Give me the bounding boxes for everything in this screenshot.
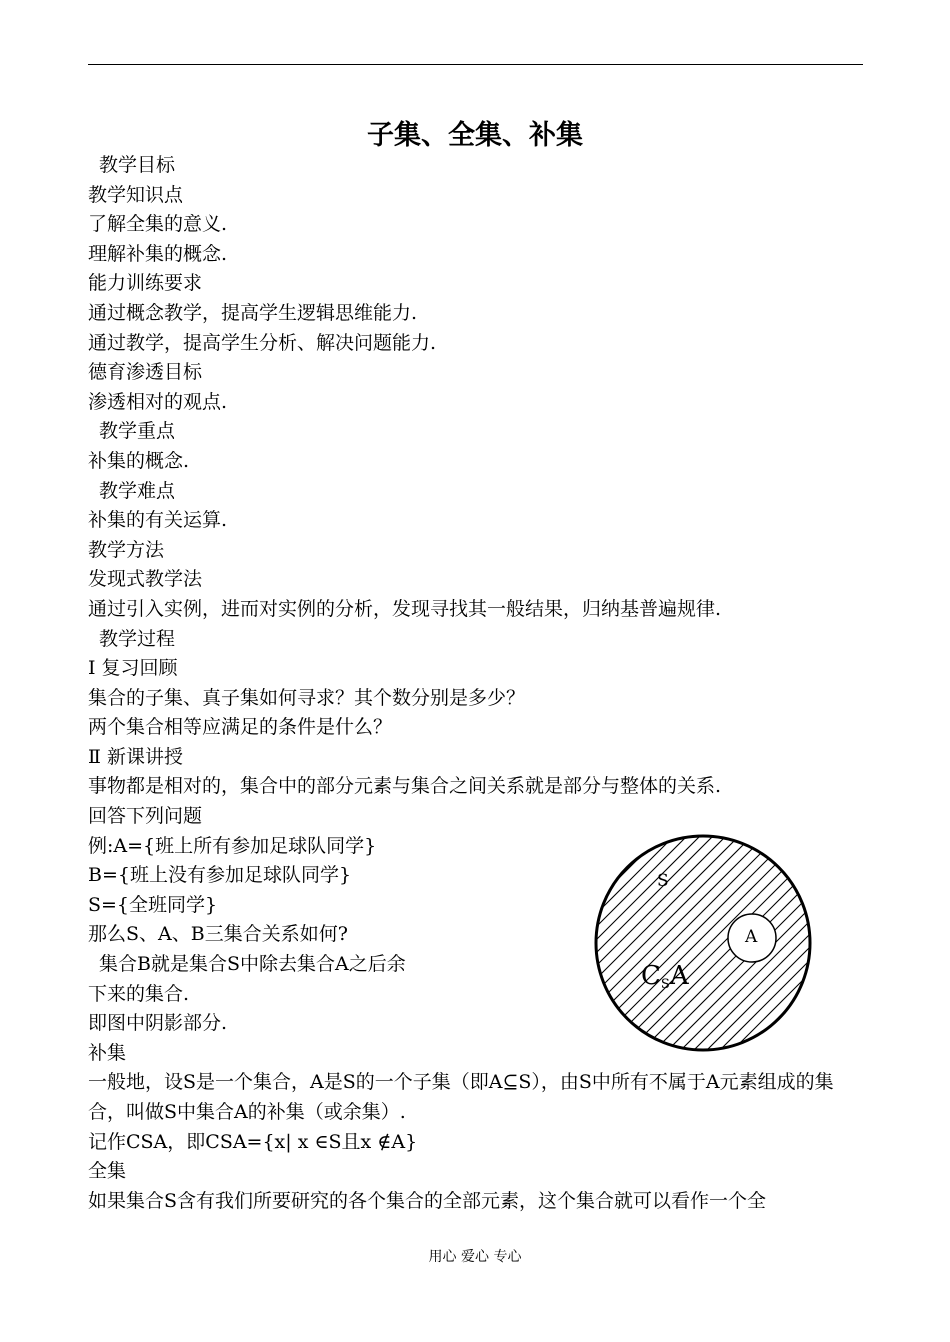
hatch-line: [588, 828, 617, 1058]
text-line: 理解补集的概念.: [88, 242, 228, 265]
text-line: 例:A={班上所有参加足球队同学}: [88, 834, 377, 857]
text-line: 补集的有关运算.: [88, 509, 228, 532]
text-line: 能力训练要求: [88, 272, 203, 295]
hatch-line: [595, 828, 818, 1058]
text-line: 两个集合相等应满足的条件是什么？: [88, 716, 393, 739]
text-line: 渗透相对的观点.: [88, 390, 228, 413]
text-line: 了解全集的意义.: [88, 213, 228, 236]
set-a-label: A: [745, 927, 758, 947]
set-s-label: S: [657, 871, 669, 891]
text-line: 教学知识点: [88, 183, 184, 206]
hatch-line: [588, 828, 695, 1058]
header-rule: [88, 64, 863, 65]
text-line: 事物都是相对的，集合中的部分元素与集合之间关系就是部分与整体的关系.: [88, 775, 722, 798]
text-line: 全集: [88, 1160, 127, 1183]
hatch-line: [588, 828, 630, 1058]
text-line: 教学方法: [88, 538, 165, 561]
text-line: Ⅰ 复习回顾: [88, 657, 178, 680]
text-line: 通过引入实例，进而对实例的分析，发现寻找其一般结果，归纳基普遍规律.: [88, 597, 722, 620]
page-footer: 用心 爱心 专心: [428, 1249, 522, 1265]
hatch-line: [588, 828, 591, 1058]
hatch-line: [588, 828, 656, 1058]
hatch-line: [790, 828, 818, 1058]
hatch-line: [588, 828, 669, 1058]
text-line: 集合的子集、真子集如何寻求？其个数分别是多少？: [88, 686, 526, 709]
text-line: 教学重点: [99, 420, 176, 443]
text-line: 即图中阴影部分.: [88, 1012, 228, 1035]
text-line: 集合B就是集合S中除去集合A之后余: [99, 953, 406, 976]
text-line: 通过教学，提高学生分析、解决问题能力.: [88, 331, 437, 354]
text-line: 通过概念教学，提高学生逻辑思维能力.: [88, 301, 418, 324]
shaded-region: [588, 828, 818, 1058]
text-line: 回答下列问题: [88, 805, 203, 828]
text-line: 一般地，设S是一个集合，A是S的一个子集（即A⊆S），由S中所有不属于A元素组成的集合，叫做S中集合A的补集（或余集）.: [88, 1071, 834, 1123]
text-line: 教学目标: [99, 154, 176, 176]
complement-label: CSA: [641, 961, 689, 992]
hatch-line: [777, 828, 818, 1058]
set-s-circle: [596, 836, 810, 1050]
text-line: 德育渗透目标: [88, 361, 203, 384]
page-title: 子集、全集、补集: [367, 120, 583, 151]
text-line: 教学过程: [99, 627, 176, 650]
text-line: 那么S、A、B三集合关系如何?: [88, 923, 348, 946]
venn-diagram: [588, 828, 818, 1058]
hatch-line: [816, 828, 818, 1058]
text-line: 记作CSA，即CSA={x| x ∈S且x ∉A}: [88, 1130, 418, 1153]
text-line: 发现式教学法: [88, 568, 203, 591]
text-line: 教学难点: [99, 479, 176, 502]
text-line: S={全班同学}: [88, 893, 218, 916]
text-line: Ⅱ 新课讲授: [88, 745, 183, 768]
text-line: B={班上没有参加足球队同学}: [88, 864, 352, 887]
hatch-line: [588, 828, 721, 1058]
text-line: 如果集合S含有我们所要研究的各个集合的全部元素，这个集合就可以看作一个全: [88, 1189, 767, 1212]
text-line: 下来的集合.: [88, 982, 190, 1005]
text-line: 补集的概念.: [88, 449, 190, 472]
text-line: 补集: [88, 1041, 127, 1064]
